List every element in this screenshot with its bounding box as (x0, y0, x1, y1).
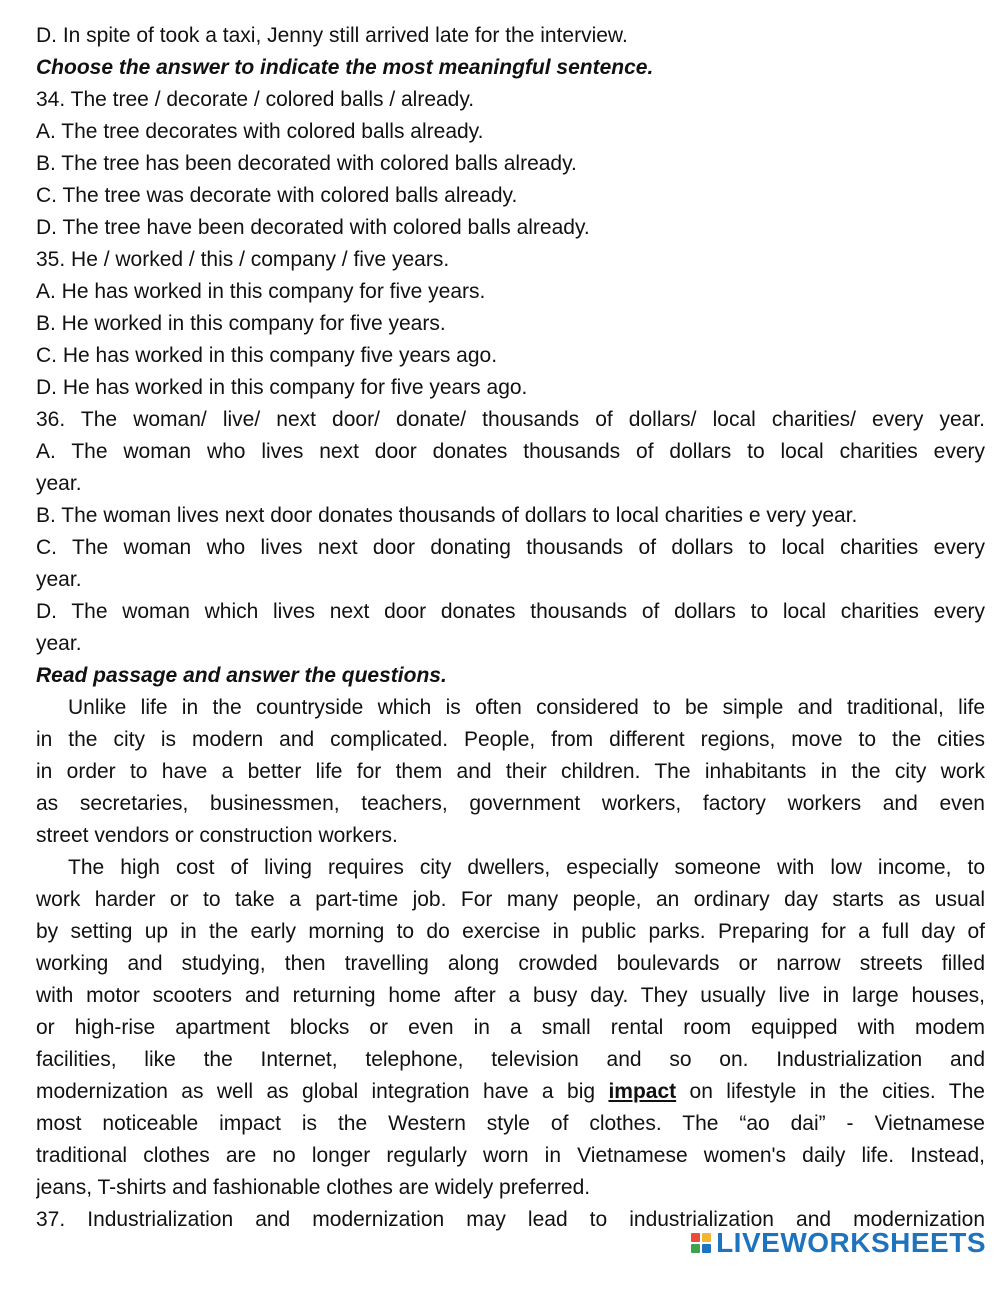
text-line: B. He worked in this company for five years. (36, 312, 446, 335)
text-line: C. The woman who lives next door donating thousands of dollars to local charities every (36, 536, 985, 559)
text-line: The high cost of living requires city dwellers, especially someone with low income, to (68, 856, 985, 879)
text-line: jeans, T-shirts and fashionable clothes are widely preferred. (36, 1176, 591, 1199)
logo-block-green (691, 1244, 700, 1253)
text-line: C. The tree was decorate with colored balls already. (36, 184, 518, 207)
text-line: facilities, like the Internet, telephone, television and so on. Industrialization and (36, 1048, 985, 1071)
worksheet-text-block (36, 20, 985, 1076)
text-line: in order to have a better life for them and their children. The inhabitants in the city work (36, 760, 985, 783)
text-line: D. The woman which lives next door donates thousands of dollars to local charities every (36, 600, 985, 623)
logo-block-red (691, 1233, 700, 1242)
text-line: B. The tree has been decorated with colored balls already. (36, 152, 577, 175)
text-line: year. (36, 568, 82, 591)
text-line: as secretaries, businessmen, teachers, government workers, factory workers and even (36, 792, 985, 815)
text-line: work harder or to take a part-time job. For many people, an ordinary day starts as usual (36, 888, 985, 911)
text-line: year. (36, 472, 82, 495)
liveworksheets-logo (691, 1226, 986, 1260)
instruction-line: Choose the answer to indicate the most meaningful sentence. (36, 56, 654, 79)
text-line: A. The tree decorates with colored balls already. (36, 120, 484, 143)
text-line: traditional clothes are no longer regularly worn in Vietnamese women's daily life. Instead, (36, 1144, 985, 1167)
text-line: 35. He / worked / this / company / five years. (36, 248, 450, 271)
logo-block-blue (702, 1244, 711, 1253)
text-line: A. The woman who lives next door donates thousands of dollars to local charities every (36, 440, 985, 463)
worksheet-page (36, 20, 985, 1236)
passage-line-impact (36, 1076, 985, 1108)
text-line: Unlike life in the countryside which is often considered to be simple and traditional, life (68, 696, 985, 719)
text-line: working and studying, then travelling along crowded boulevards or narrow streets filled (36, 952, 985, 975)
logo-block-yellow (702, 1233, 711, 1242)
text-line: A. He has worked in this company for five years. (36, 280, 486, 303)
text-line: street vendors or construction workers. (36, 824, 398, 847)
text-line: 34. The tree / decorate / colored balls / already. (36, 88, 475, 111)
impact-line-before: modernization as well as global integration have a big (36, 1080, 596, 1103)
text-line: 36. The woman/ live/ next door/ donate/ thousands of dollars/ local charities/ every year. (36, 408, 985, 431)
text-line: year. (36, 632, 82, 655)
text-line: by setting up in the early morning to do exercise in public parks. Preparing for a full day of (36, 920, 985, 943)
text-line: D. He has worked in this company for five years ago. (36, 376, 528, 399)
text-line: B. The woman lives next door donates thousands of dollars to local charities e very year. (36, 504, 858, 527)
text-line: C. He has worked in this company five years ago. (36, 344, 498, 367)
highlighted-word-impact: impact (608, 1080, 677, 1103)
impact-line-after: on lifestyle in the cities. The (689, 1080, 985, 1103)
text-line: with motor scooters and returning home after a busy day. They usually live in large houses, (36, 984, 985, 1007)
text-line: D. In spite of took a taxi, Jenny still arrived late for the interview. (36, 24, 628, 47)
logo-blocks-icon (691, 1233, 711, 1253)
text-line: most noticeable impact is the Western style of clothes. The “ao dai” - Vietnamese (36, 1112, 985, 1135)
logo-text: LIVEWORKSHEETS (716, 1227, 986, 1258)
text-line: 37. Industrialization and modernization may lead to industrialization and modernization (36, 1208, 985, 1231)
text-line: or high-rise apartment blocks or even in a small rental room equipped with modem (36, 1016, 985, 1039)
worksheet-text-block-continued (36, 1108, 985, 1236)
text-line: in the city is modern and complicated. People, from different regions, move to the cities (36, 728, 985, 751)
text-line: D. The tree have been decorated with colored balls already. (36, 216, 590, 239)
instruction-line: Read passage and answer the questions. (36, 664, 447, 687)
